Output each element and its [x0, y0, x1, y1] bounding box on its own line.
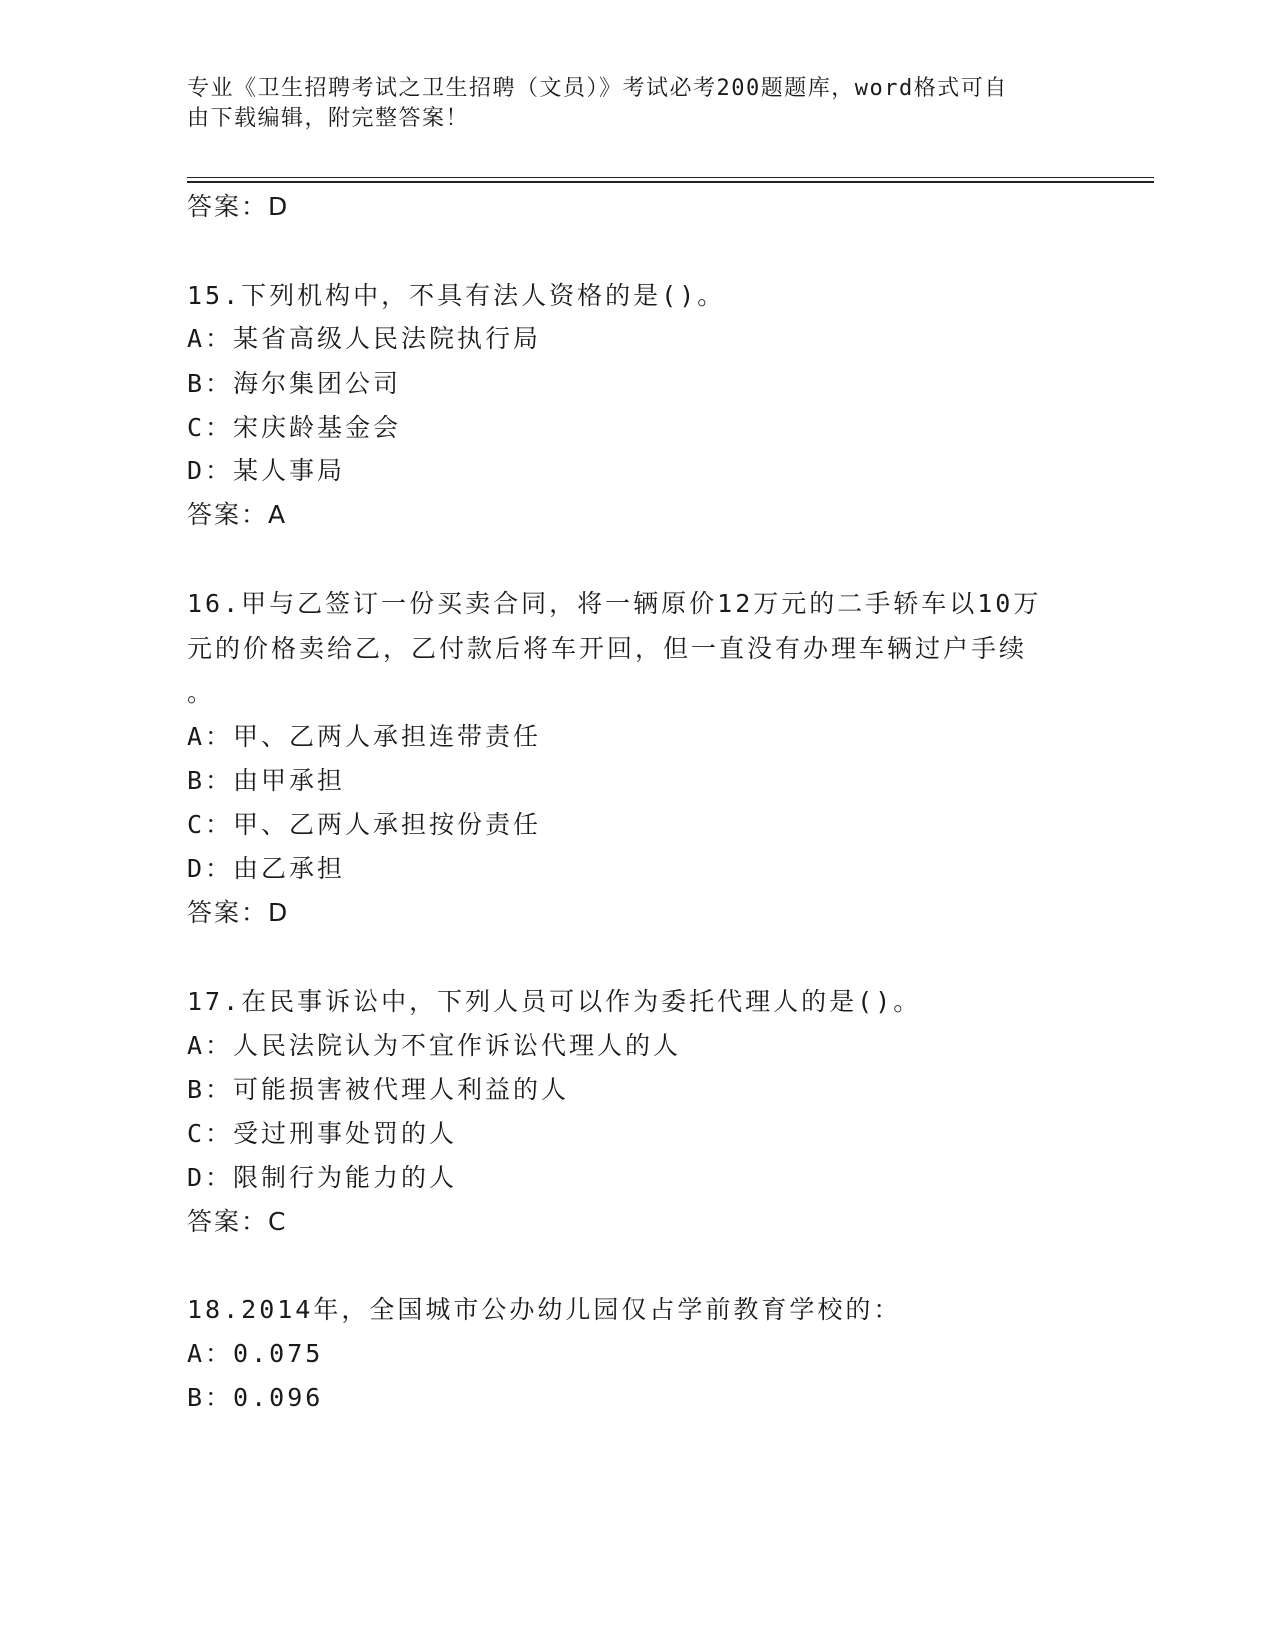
question-18-option-b: B：0.096: [187, 1383, 324, 1412]
question-16-option-d: D：由乙承担: [187, 854, 346, 883]
question-16-stem-line-3: 。: [187, 678, 216, 707]
question-15-answer: 答案：A: [187, 500, 288, 529]
question-17-option-b: B：可能损害被代理人利益的人: [187, 1075, 570, 1104]
question-16-answer: 答案：D: [187, 898, 290, 927]
question-15-option-c: C：宋庆龄基金会: [187, 413, 402, 442]
question-17-option-a: A：人民法院认为不宜作诉讼代理人的人: [187, 1031, 682, 1060]
question-15-option-d: D：某人事局: [187, 456, 346, 485]
question-17-option-c: C：受过刑事处罚的人: [187, 1119, 458, 1148]
question-17-option-d: D：限制行为能力的人: [187, 1163, 458, 1192]
question-17-stem: 17.在民事诉讼中，下列人员可以作为委托代理人的是()。: [187, 987, 922, 1016]
question-16-stem-line-1: 16.甲与乙签订一份买卖合同，将一辆原价12万元的二手轿车以10万: [187, 589, 1042, 618]
header-line-2: 由下载编辑，附完整答案！: [187, 106, 470, 131]
question-17-answer: 答案：C: [187, 1207, 288, 1236]
question-15-stem: 15.下列机构中，不具有法人资格的是()。: [187, 281, 726, 310]
question-16-option-b: B：由甲承担: [187, 766, 346, 795]
header-line-1: 专业《卫生招聘考试之卫生招聘（文员）》考试必考200题题库，word格式可自: [187, 76, 1008, 101]
question-18-stem: 18.2014年，全国城市公办幼儿园仅占学前教育学校的：: [187, 1295, 902, 1324]
question-16-option-a: A：甲、乙两人承担连带责任: [187, 722, 542, 751]
question-15-option-a: A：某省高级人民法院执行局: [187, 324, 542, 353]
previous-answer: 答案：D: [187, 192, 290, 221]
document-header: [187, 74, 1067, 134]
question-18-option-a: A：0.075: [187, 1339, 324, 1368]
header-divider-thin: [187, 177, 1154, 178]
header-divider-thick: [187, 181, 1154, 183]
question-15-option-b: B：海尔集团公司: [187, 369, 402, 398]
question-16-option-c: C：甲、乙两人承担按份责任: [187, 810, 542, 839]
question-16-stem-line-2: 元的价格卖给乙，乙付款后将车开回，但一直没有办理车辆过户手续: [187, 634, 1028, 663]
